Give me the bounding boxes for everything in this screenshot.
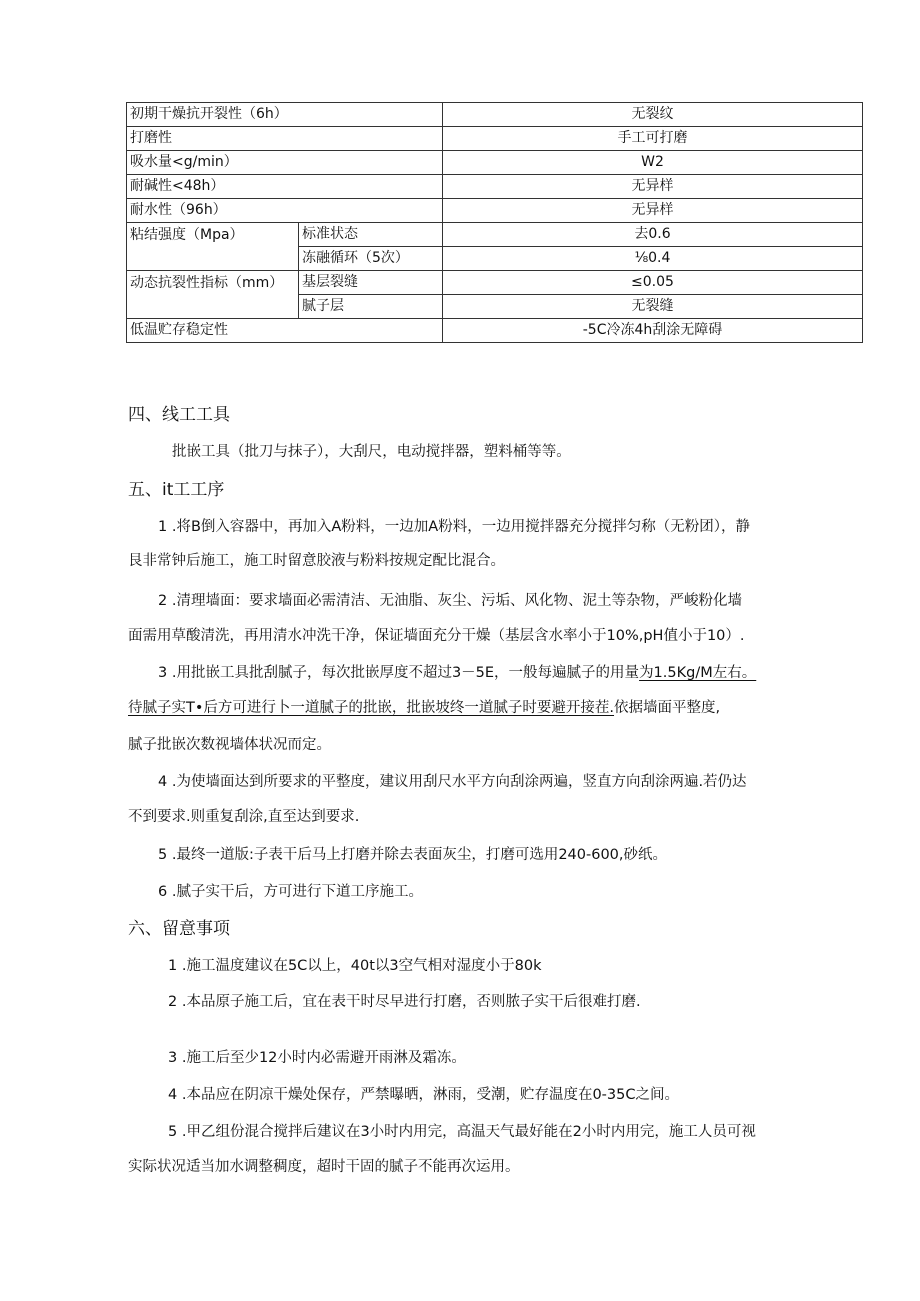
note-item-3: 3 .施工后至少12小时内必需避开雨淋及霜冻。 bbox=[168, 1050, 466, 1066]
procedure-step-5: 5 .最终一道版:子表干后马上打磨并除去表面灰尘，打磨可选用240-600,砂纸。 bbox=[158, 847, 668, 863]
table-cell-label: 耐碱性<48h） bbox=[127, 175, 443, 199]
procedure-step-3-dosage: 为1.5Kg/M左右。 bbox=[639, 665, 757, 681]
table-cell-value: ≤0.05 bbox=[443, 271, 863, 295]
procedure-step-3-line-3: 腻子批嵌次数视墙体状况而定。 bbox=[128, 737, 331, 753]
table-row bbox=[127, 223, 863, 247]
procedure-step-3-text-2: 依据墙面平整度, bbox=[614, 700, 721, 716]
table-cell-condition: 冻融循环（5次） bbox=[299, 247, 443, 271]
note-item-1: 1 .施工温度建议在5C以上，40t以3空气相对湿度小于80k bbox=[168, 958, 542, 974]
table-cell-label: 初期干燥抗开裂性（6h） bbox=[127, 103, 443, 127]
procedure-step-3-note: 待腻子实T•后方可进行卜一道腻子的批嵌，批嵌坡终一道腻子时要避开接茬. bbox=[128, 700, 615, 716]
procedure-step-3-text: 3 .用批嵌工具批刮腻子，每次批嵌厚度不超过3－5E，一般每遍腻子的用量 bbox=[158, 665, 640, 681]
section-text-tools: 批嵌工具（批刀与抹子），大刮尺，电动搅拌器，塑料桶等等。 bbox=[172, 444, 571, 460]
table-cell-label: 低温贮存稳定性 bbox=[127, 319, 443, 343]
table-row bbox=[127, 271, 863, 295]
table-cell-label: 动态抗裂性指标（mm） bbox=[127, 271, 299, 319]
note-item-2: 2 .本品原子施工后，宜在表干时尽早进行打磨，否则脓子实干后很难打磨. bbox=[168, 994, 641, 1010]
table-row bbox=[127, 175, 863, 199]
procedure-step-3-line-1 bbox=[158, 661, 756, 682]
section-heading-notes: 六、留意事项 bbox=[128, 919, 230, 939]
table-cell-value: ⅛0.4 bbox=[443, 247, 863, 271]
procedure-step-6: 6 .腻子实干后，方可进行下道工序施工。 bbox=[158, 884, 423, 900]
section-heading-tools: 四、线工工具 bbox=[128, 405, 230, 425]
procedure-step-2-line-2: 面需用草酸清洗，再用清水冲洗干净，保证墙面充分干燥（基层含水率小于10%,pH值小于10）. bbox=[128, 628, 745, 644]
table-cell-condition: 标准状态 bbox=[299, 223, 443, 247]
table-cell-label: 吸水量<g/min） bbox=[127, 151, 443, 175]
table-row bbox=[127, 151, 863, 175]
note-item-4: 4 .本品应在阴凉干燥处保存，严禁曝晒，淋雨，受潮，贮存温度在0-35C之间。 bbox=[168, 1087, 679, 1103]
table-cell-value: 无异样 bbox=[443, 175, 863, 199]
table-row bbox=[127, 127, 863, 151]
section-heading-procedure: 五、it工工序 bbox=[128, 480, 225, 500]
table-cell-condition: 基层裂缝 bbox=[299, 271, 443, 295]
note-item-5-line-2: 实际状况适当加水调整稠度，超时干固的腻子不能再次运用。 bbox=[128, 1159, 520, 1175]
table-cell-label: 粘结强度（Mpa） bbox=[127, 223, 299, 271]
procedure-step-1-line-1: 1 .将B倒入容器中，再加入A粉料，一边加A粉料，一边用搅拌器充分搅拌匀称（无粉团），静 bbox=[158, 519, 750, 535]
table-cell-value: 手工可打磨 bbox=[443, 127, 863, 151]
table-cell-value: -5C冷冻4h刮涂无障碍 bbox=[443, 319, 863, 343]
table-row bbox=[127, 319, 863, 343]
table-cell-label: 打磨性 bbox=[127, 127, 443, 151]
procedure-step-3-line-2 bbox=[128, 696, 720, 717]
procedure-step-2-line-1: 2 .清理墙面：要求墙面必需清洁、无油脂、灰尘、污垢、风化物、泥土等杂物，严峻粉化墙 bbox=[158, 593, 742, 609]
procedure-step-4-line-2: 不到要求.则重复刮涂,直至达到要求. bbox=[128, 809, 360, 825]
procedure-step-1-line-2: 艮非常钟后施工，施工时留意胶液与粉料按规定配比混合。 bbox=[128, 553, 505, 569]
note-item-5-line-1: 5 .甲乙组份混合搅拌后建议在3小时内用完，高温天气最好能在2小时内用完，施工人员可视 bbox=[168, 1124, 756, 1140]
table-cell-condition: 腻子层 bbox=[299, 295, 443, 319]
table-cell-value: 无裂纹 bbox=[443, 103, 863, 127]
table-cell-value: W2 bbox=[443, 151, 863, 175]
table-cell-value: 去0.6 bbox=[443, 223, 863, 247]
table-row bbox=[127, 103, 863, 127]
table-row bbox=[127, 199, 863, 223]
table-cell-value: 无裂缝 bbox=[443, 295, 863, 319]
table-cell-value: 无异样 bbox=[443, 199, 863, 223]
table-cell-label: 耐水性（96h） bbox=[127, 199, 443, 223]
procedure-step-4-line-1: 4 .为使墙面达到所要求的平整度，建议用刮尺水平方向刮涂两遍，竖直方向刮涂两遍.若仍达 bbox=[158, 774, 747, 790]
spec-table bbox=[126, 102, 863, 343]
